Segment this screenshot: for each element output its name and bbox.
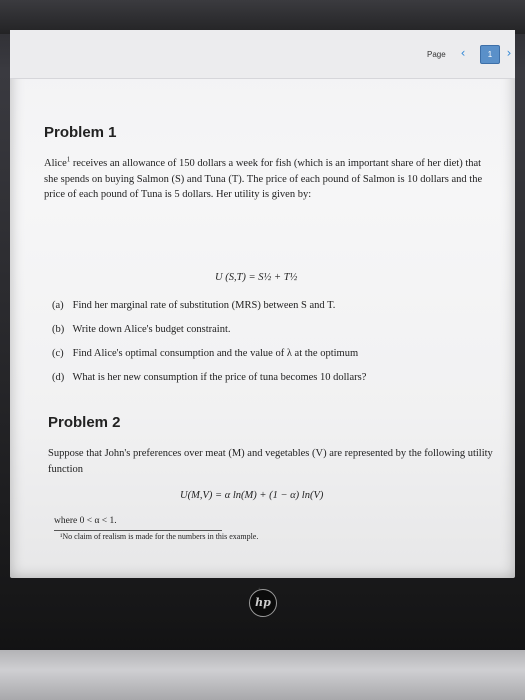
screen-bezel bbox=[0, 0, 525, 34]
problem-2-title: Problem 2 bbox=[48, 414, 121, 431]
list-item bbox=[52, 300, 482, 311]
item-label: (d) bbox=[52, 372, 65, 383]
chevron-left-icon[interactable]: ‹ bbox=[460, 46, 466, 60]
problem-1-title: Problem 1 bbox=[44, 124, 117, 141]
item-label: (a) bbox=[52, 300, 64, 311]
page-number-input[interactable]: 1 bbox=[480, 45, 500, 64]
list-item bbox=[52, 348, 482, 359]
footnote: ¹No claim of realism is made for the numbers in this example. bbox=[60, 532, 259, 541]
utility-function-2: U(M,V) = α ln(M) + (1 − α) ln(V) bbox=[180, 490, 324, 501]
item-label: (c) bbox=[52, 348, 64, 359]
footnote-mark: 1 bbox=[66, 155, 71, 164]
utility-function-1: U (S,T) = S½ + T½ bbox=[215, 272, 298, 283]
pdf-viewer bbox=[10, 30, 515, 578]
intro-text: receives an allowance of 150 dollars a week for fish (which is an important share of her diet) that she spends on buying Salmon (S) and Tuna (T). The price of each pound of Salmon is 10 dollars and the price of each pound of Tuna is 5 dollars. Her utility is given by: bbox=[44, 158, 483, 200]
item-text: Write down Alice's budget constraint. bbox=[72, 324, 231, 335]
viewer-toolbar bbox=[10, 30, 515, 79]
item-label: (b) bbox=[52, 324, 65, 335]
intro-name: Alice bbox=[44, 158, 67, 169]
footnote-divider bbox=[54, 530, 222, 531]
hp-logo-icon: hp bbox=[249, 589, 277, 617]
item-text: What is her new consumption if the price of tuna becomes 10 dollars? bbox=[72, 372, 367, 383]
item-text: Find Alice's optimal consumption and the value of λ at the optimum bbox=[72, 348, 359, 359]
chevron-right-icon[interactable]: › bbox=[506, 46, 512, 60]
item-text: Find her marginal rate of substitution (MRS) between S and T. bbox=[72, 300, 336, 311]
page-label: Page bbox=[427, 50, 446, 59]
list-item bbox=[52, 324, 482, 335]
problem-1-intro bbox=[44, 156, 494, 203]
document-page bbox=[10, 78, 515, 578]
laptop-base bbox=[0, 650, 525, 700]
list-item bbox=[52, 372, 482, 383]
constraint-text: where 0 < α < 1. bbox=[54, 516, 117, 526]
problem-2-intro: Suppose that John's preferences over meat (M) and vegetables (V) are represented by the following utility function bbox=[48, 448, 493, 475]
